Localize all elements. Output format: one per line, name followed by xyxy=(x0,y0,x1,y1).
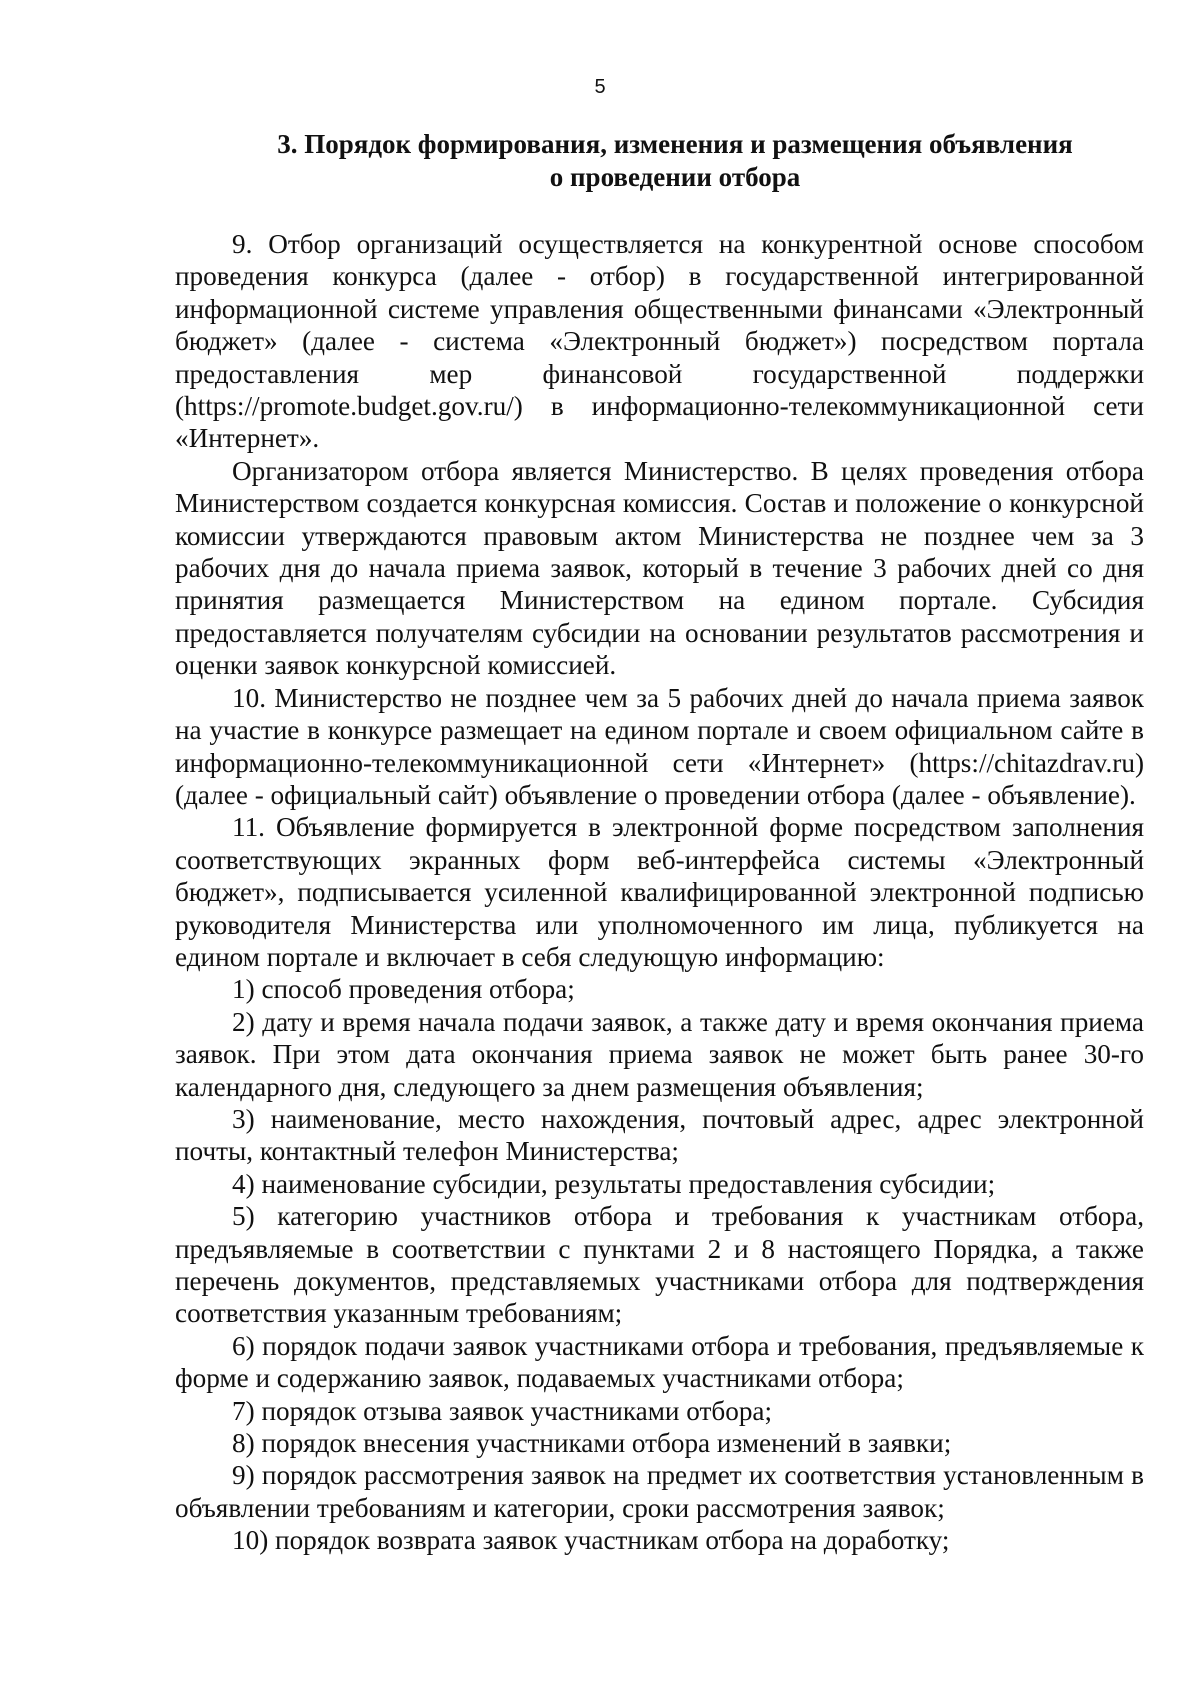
list-item-7: 7) порядок отзыва заявок участниками отбора; xyxy=(232,1395,773,1426)
body-text xyxy=(175,228,1144,1557)
list-item-6: 6) порядок подачи заявок участниками отбора и требования, предъявляемые к форме и содержанию заявок, подаваемых участниками отбора; xyxy=(175,1330,1144,1394)
section-heading xyxy=(175,128,1175,194)
list-item-4: 4) наименование субсидии, результаты предоставления субсидии; xyxy=(232,1168,996,1199)
page-number: 5 xyxy=(594,76,606,98)
list-item-3: 3) наименование, место нахождения, почтовый адрес, адрес электронной почты, контактный телефон Министерства; xyxy=(175,1103,1144,1167)
paragraph-10: 10. Министерство не позднее чем за 5 рабочих дней до начала приема заявок на участие в конкурсе размещает на едином портале и своем официальном сайте в информационно-телекоммуникационной сети «Интернет» (https://chitazdrav.ru) (далее - официальный сайт) объявление о проведении отбора (далее - объявление). xyxy=(175,682,1144,810)
list-item-2: 2) дату и время начала подачи заявок, а также дату и время окончания приема заявок. При этом дата окончания приема заявок не может быть ранее 30-го календарного дня, следующего за днем размещения объявления; xyxy=(175,1006,1144,1102)
list-item-9: 9) порядок рассмотрения заявок на предмет их соответствия установленным в объявлении требованиям и категории, сроки рассмотрения заявок; xyxy=(175,1460,1144,1523)
paragraph-organizer: Организатором отбора является Министерство. В целях проведения отбора Министерством создается конкурсная комиссия. Состав и положение о конкурсной комиссии утверждаются правовым актом Министерства не позднее чем за 3 рабочих дня до начала приема заявок, который в течение 3 рабочих дней со дня принятия размещается Министерством на едином портале. Субсидия предоставляется получателям субсидии на основании результатов рассмотрения и оценки заявок конкурсной комиссией. xyxy=(175,455,1144,681)
paragraph-11: 11. Объявление формируется в электронной форме посредством заполнения соответствующих экранных форм веб-интерфейса системы «Электронный бюджет», подписывается усиленной квалифицированной электронной подписью руководителя Министерства или уполномоченного им лица, публикуется на едином портале и включает в себя следующую информацию: xyxy=(175,812,1144,972)
list-item-1: 1) способ проведения отбора; xyxy=(232,974,575,1005)
section-heading-line-1: 3. Порядок формирования, изменения и размещения объявления xyxy=(277,129,1073,159)
list-item-5: 5) категорию участников отбора и требования к участникам отбора, предъявляемые в соответствии с пунктами 2 и 8 настоящего Порядка, а также перечень документов, представляемых участниками отбора для подтверждения соответствия указанным требованиям; xyxy=(175,1201,1144,1329)
list-item-8: 8) порядок внесения участниками отбора изменений в заявки; xyxy=(232,1428,952,1459)
section-heading-line-2: о проведении отбора xyxy=(549,162,801,192)
list-item-10: 10) порядок возврата заявок участникам отбора на доработку; xyxy=(232,1525,950,1556)
paragraph-9: 9. Отбор организаций осуществляется на конкурентной основе способом проведения конкурса (далее - отбор) в государственной интегрированной информационной системе управления общественными финансами «Электронный бюджет» (далее - система «Электронный бюджет») посредством портала предоставления мер финансовой государственной поддержки (https://promote.budget.gov.ru/) в информационно-телекоммуникационной сети «Интернет». xyxy=(175,229,1144,454)
